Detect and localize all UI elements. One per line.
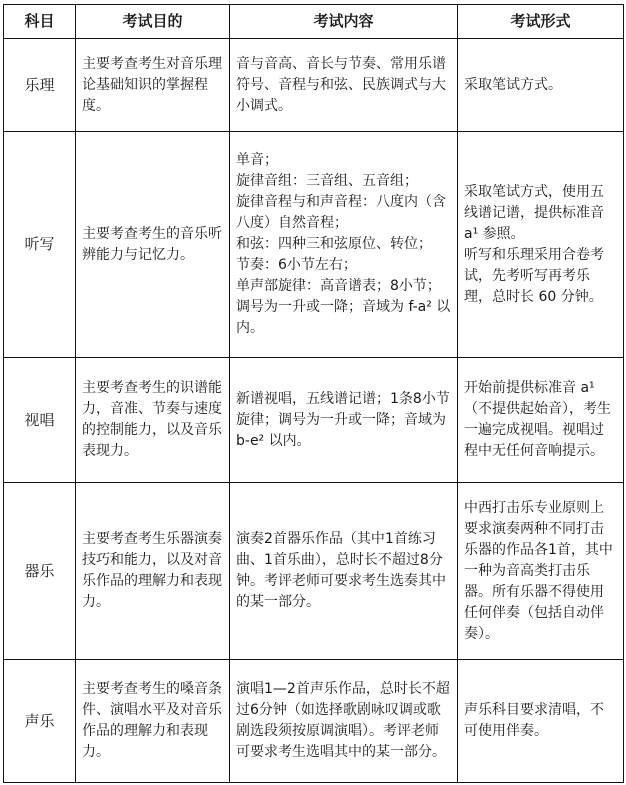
content-line: 旋律音程与和声音程：八度内（含八度）自然音程；	[236, 194, 446, 231]
content-cell	[230, 39, 458, 132]
content-line: 单声部旋律：高音谱表；8小节；调号为一升或一降；音域为 f-a² 以内。	[236, 278, 451, 336]
content-line: 演唱1—2首声乐作品，总时长不超过6分钟（如选择歌剧咏叹调或歌剧选段须按原调演唱）。考评老师可要求考生选唱其中的某一部分。	[236, 681, 450, 760]
content-line: 演奏2首器乐作品（其中1首练习曲、1首乐曲），总时长不超过8分钟。考评老师可要求考生选奏其中的某一部分。	[236, 531, 446, 610]
table-row	[4, 358, 624, 483]
table-row	[4, 660, 624, 783]
form-line: 开始前提供标准音 a¹（不提供起始音），考生一遍完成视唱。视唱过程中无任何音响提示。	[464, 380, 611, 459]
content-line: 单音；	[236, 152, 278, 168]
subject-cell: 乐理	[4, 39, 76, 132]
subject-cell: 器乐	[4, 483, 76, 660]
purpose-cell: 主要考查考生对音乐理论基础知识的掌握程度。	[76, 39, 230, 132]
form-line: 声乐科目要求清唱，不可使用伴奏。	[464, 702, 604, 739]
content-cell	[230, 660, 458, 783]
subject-cell: 声乐	[4, 660, 76, 783]
subject-cell: 视唱	[4, 358, 76, 483]
content-line: 旋律音组：三音组、五音组；	[236, 173, 418, 189]
header-content: 考试内容	[230, 5, 458, 39]
form-line: 中西打击乐专业原则上要求演奏两种不同打击乐器的作品各1首，其中一种为音高类打击乐器。所有乐器不得使用任何伴奏（包括自动伴奏）。	[464, 499, 613, 642]
exam-requirements-table	[3, 4, 624, 783]
content-cell	[230, 483, 458, 660]
subject-cell: 听写	[4, 132, 76, 358]
form-line: 采取笔试方式，使用五线谱记谱，提供标准音 a¹ 参照。	[464, 183, 604, 242]
form-cell	[458, 358, 624, 483]
content-line: 节奏：6小节左右；	[236, 257, 357, 273]
content-cell	[230, 358, 458, 483]
content-line: 音与音高、音长与节奏、常用乐谱符号、音程与和弦、民族调式与大小调式。	[236, 55, 446, 114]
form-cell	[458, 660, 624, 783]
purpose-cell: 主要考查考生乐器演奏技巧和能力，以及对音乐作品的理解力和表现力。	[76, 483, 230, 660]
form-line: 听写和乐理采用合卷考试，先考听写再考乐理，总时长 60 分钟。	[464, 246, 604, 305]
table-row	[4, 483, 624, 660]
form-line: 采取笔试方式。	[464, 76, 562, 93]
header-subject: 科目	[4, 5, 76, 39]
table-row	[4, 132, 624, 358]
form-cell	[458, 132, 624, 358]
purpose-cell: 主要考查考生的嗓音条件、演唱水平及对音乐作品的理解力和表现力。	[76, 660, 230, 783]
content-cell	[230, 132, 458, 358]
purpose-cell: 主要考查考生的识谱能力，音准、节奏与速度的控制能力，以及音乐表现力。	[76, 358, 230, 483]
form-cell	[458, 483, 624, 660]
header-purpose: 考试目的	[76, 5, 230, 39]
header-form: 考试形式	[458, 5, 624, 39]
header-row	[4, 5, 624, 39]
table-row	[4, 39, 624, 132]
content-line: 和弦：四种三和弦原位、转位；	[236, 236, 432, 252]
content-line: 新谱视唱，五线谱记谱；1条8小节旋律；调号为一升或一降；音域为 b-e² 以内。	[236, 390, 450, 449]
purpose-cell: 主要考查考生的音乐听辨能力与记忆力。	[76, 132, 230, 358]
form-cell	[458, 39, 624, 132]
